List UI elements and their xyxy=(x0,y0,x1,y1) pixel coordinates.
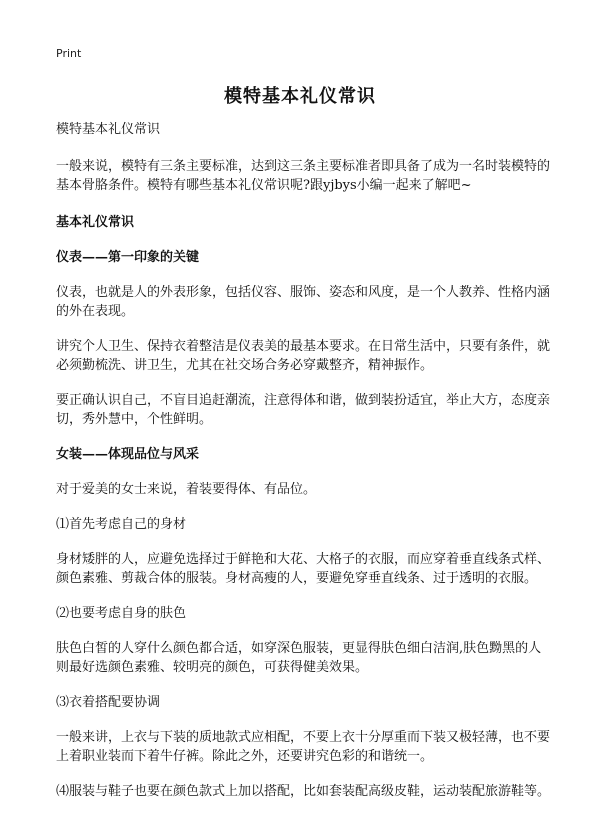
item-2-heading: ⑵也要考虑自身的肤色 xyxy=(56,606,187,621)
item-3-text: 一般来讲，上衣与下装的质地款式应相配，不要上衣十分厚重而下装又极轻薄，也不要上着职业装而下着牛仔裤。除此之外，还要讲究色彩的和谐统一。 xyxy=(56,730,551,764)
document-body xyxy=(56,120,552,801)
item-1-heading: ⑴首先考虑自己的身材 xyxy=(56,517,187,532)
item-2-text: 肤色白皙的人穿什么颜色都合适，如穿深色服装，更显得肤色细白洁润,肤色黝黑的人则最好选颜色素雅、较明亮的颜色，可获得健美效果。 xyxy=(56,641,542,675)
print-label: Print xyxy=(56,47,82,60)
womens-wear-paragraph: 对于爱美的女士来说，着装要得体、有品位。 xyxy=(56,482,317,497)
item-3-heading: ⑶衣着搭配要协调 xyxy=(56,695,161,710)
subsection-heading-womens-wear: 女装——体现品位与风采 xyxy=(56,447,200,462)
page-title: 模特基本礼仪常识 xyxy=(224,86,376,107)
section-heading: 基本礼仪常识 xyxy=(56,215,135,230)
intro-paragraph: 一般来说，模特有三条主要标准，达到这三条主要标准者即具备了成为一名时装模特的基本骨胳条件。模特有哪些基本礼仪常识呢?跟yjbys小编一起来了解吧~ xyxy=(56,159,551,193)
item-4-text: ⑷服装与鞋子也要在颜色款式上加以搭配，比如套装配高级皮鞋，运动装配旅游鞋等。 xyxy=(56,784,551,799)
subsection-heading-appearance: 仪表——第一印象的关键 xyxy=(56,250,200,265)
item-1-text: 身材矮胖的人，应避免选择过于鲜艳和大花、大格子的衣服，而应穿着垂直线条式样、颜色素雅、剪裁合体的服装。身材高瘦的人，要避免穿垂直线条、过于透明的衣服。 xyxy=(56,552,551,586)
appearance-paragraph-1: 仪表，也就是人的外表形象，包括仪容、服饰、姿态和风度，是一个人教养、性格内涵的外在表现。 xyxy=(56,285,551,319)
subtitle: 模特基本礼仪常识 xyxy=(56,122,161,137)
appearance-paragraph-3: 要正确认识自己，不盲目追赶潮流，注意得体和谐，做到装扮适宜，举止大方，态度亲切，秀外慧中，个性鲜明。 xyxy=(56,393,551,427)
appearance-paragraph-2: 讲究个人卫生、保持衣着整洁是仪表美的最基本要求。在日常生活中，只要有条件，就必须勤梳洗、讲卫生，尤其在社交场合务必穿戴整齐，精神振作。 xyxy=(56,339,551,373)
